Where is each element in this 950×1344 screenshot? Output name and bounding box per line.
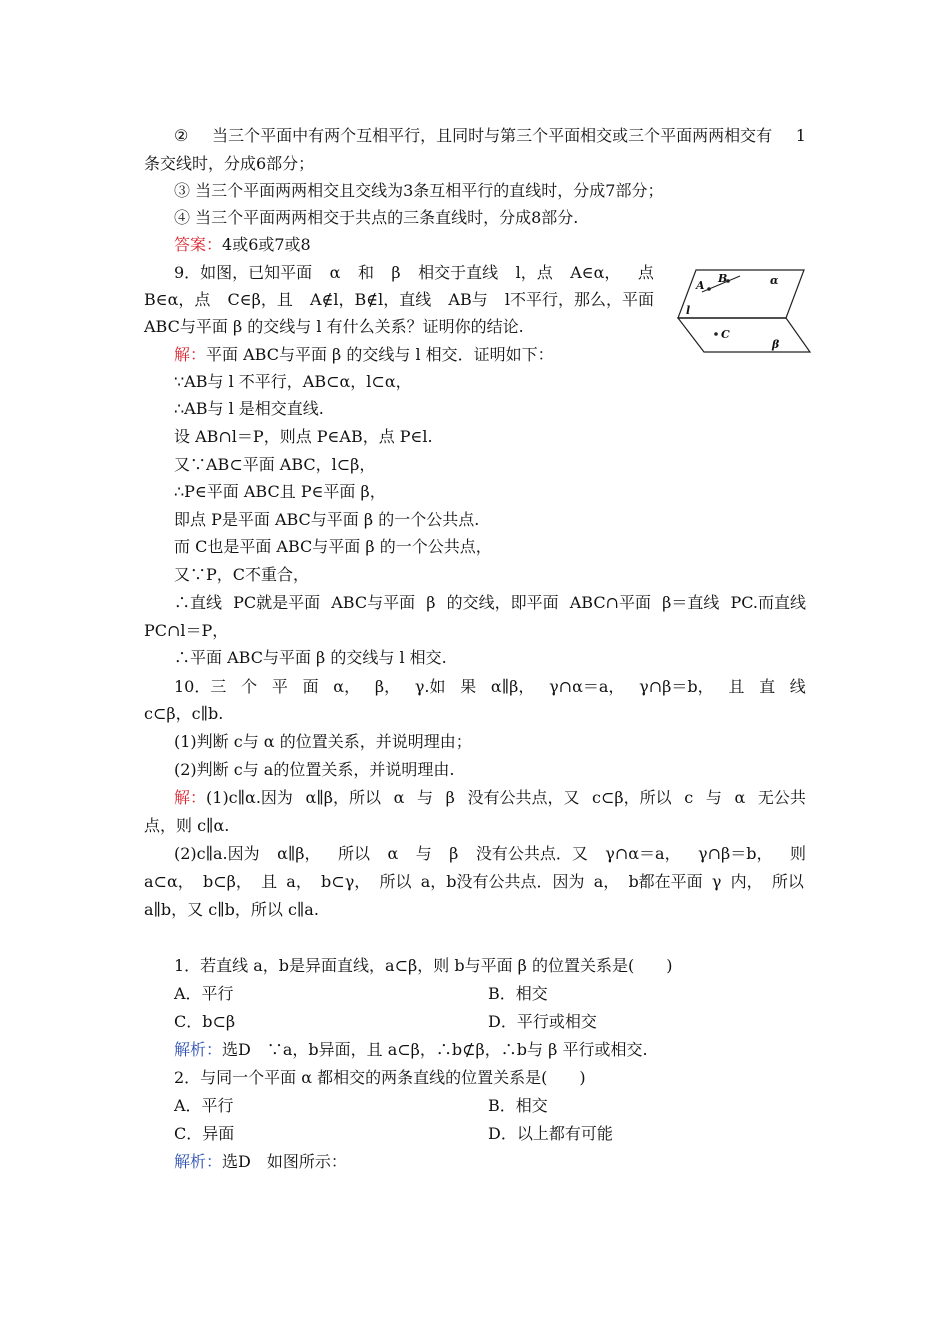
line-case-3: ③ 当三个平面两两相交且交线为3条互相平行的直线时，分成7部分；: [174, 181, 664, 200]
q10-line-1: 10．三 个 平 面 α， β， γ.如 果 α∥β， γ∩α＝a， γ∩β＝b， 且 直 线: [174, 677, 806, 696]
sol9-line-5: 又∵AB⊂平面 ABC，l⊂β，: [174, 455, 376, 474]
sol10-line-2: 点，则 c∥α.: [144, 816, 230, 835]
sol10-line-5: a∥b，又 c∥b，所以 c∥a.: [144, 900, 319, 919]
sol9-line-1: 解：平面 ABC与平面 β 的交线与 l 相交．证明如下：: [174, 345, 554, 364]
line-case-2: ② 当三个平面中有两个互相平行，且同时与第三个平面相交或三个平面两两相交有 1: [174, 126, 806, 145]
exercise-1-option-b: B．相交: [488, 984, 548, 1003]
sol9-line-4: 设 AB∩l＝P，则点 P∈AB，点 P∈l.: [174, 427, 433, 446]
plane-beta: [678, 318, 810, 352]
line-case-4: ④ 当三个平面两两相交于共点的三条直线时，分成8部分.: [174, 208, 579, 227]
q9-line-3: ABC与平面 β 的交线与 l 有什么关系？证明你的结论.: [144, 317, 524, 336]
exercise-1-option-c: C．b⊂β: [174, 1012, 236, 1031]
exercise-2-option-c: C．异面: [174, 1124, 235, 1143]
sol10-line-1: 解： (1)c∥α.因为 α∥β，所以 α 与 β 没有公共点，又 c⊂β，所以 c 与 α 无公共: [174, 788, 806, 807]
label-B: B: [718, 272, 728, 285]
exercise-1-option-a: A．平行: [174, 984, 234, 1003]
exercise-1-stem: 1．若直线 a，b是异面直线，a⊂β，则 b与平面 β 的位置关系是( ): [174, 956, 673, 975]
point-C: [714, 332, 718, 336]
point-A: [707, 287, 711, 291]
solution10-label: 解：: [174, 788, 207, 807]
sol9-line-6: ∴P∈平面 ABC且 P∈平面 β，: [174, 482, 386, 501]
analysis-label: 解析：: [174, 1040, 223, 1059]
sol9-line-2: ∵AB与 l 不平行，AB⊂α，l⊂α，: [174, 372, 412, 391]
label-A: A: [696, 279, 705, 292]
sol9-line-3: ∴AB与 l 是相交直线.: [174, 399, 324, 418]
sol9-line-9: 又∵P，C不重合，: [174, 565, 310, 584]
label-C: C: [721, 328, 730, 341]
q10-line-2: c⊂β，c∥b.: [144, 704, 224, 723]
answer-line: [174, 234, 311, 256]
sol9-line-8: 而 C也是平面 ABC与平面 β 的一个公共点，: [174, 537, 492, 556]
exercise-2-option-d: D．以上都有可能: [488, 1124, 613, 1143]
sol10-line-3: (2)c∥a.因为 α∥β， 所以 α 与 β 没有公共点．又 γ∩α＝a， γ∩β＝b， 则: [174, 844, 806, 863]
q10-part-1: (1)判断 c与 α 的位置关系，并说明理由；: [174, 732, 472, 751]
label-beta: β: [772, 338, 780, 351]
plane-alpha: [678, 270, 804, 318]
sol9-line-7: 即点 P是平面 ABC与平面 β 的一个公共点.: [174, 510, 480, 529]
line-case-2-cont: 条交线时，分成6部分；: [144, 154, 315, 173]
exercise-1-option-d: D．平行或相交: [488, 1012, 597, 1031]
q9-line-2: B∈α，点 C∈β，且 A∉l，B∉l，直线 AB与 l不平行，那么，平面: [144, 290, 654, 309]
exercise-2-option-a: A．平行: [174, 1096, 234, 1115]
analysis-label: 解析：: [174, 1152, 223, 1171]
exercise-2-analysis: 解析：选D 如图所示：: [174, 1152, 347, 1171]
q10-part-2: (2)判断 c与 a的位置关系，并说明理由.: [174, 760, 455, 779]
exercise-2-option-b: B．相交: [488, 1096, 548, 1115]
sol9-line-12: ∴平面 ABC与平面 β 的交线与 l 相交.: [174, 648, 447, 667]
q9-line-1: 9．如图，已知平面 α 和 β 相交于直线 l，点 A∈α， 点: [174, 263, 654, 282]
solution-label: 解：: [174, 345, 207, 364]
exercise-2-stem: 2．与同一个平面 α 都相交的两条直线的位置关系是( ): [174, 1068, 586, 1087]
exercise-1-analysis: 解析：选D ∵a，b异面，且 a⊂β，∴b⊄β，∴b与 β 平行或相交.: [174, 1040, 648, 1059]
sol10-line-4: a⊂α， b⊂β， 且 a， b⊂γ， 所以 a，b没有公共点．因为 a， b都在平面 γ 内， 所以: [144, 872, 804, 891]
answer-label: 答案：: [174, 235, 223, 254]
label-alpha: α: [770, 274, 779, 287]
sol9-line-11: PC∩l＝P，: [144, 621, 229, 640]
answer-text: 4或6或7或8: [222, 235, 311, 254]
sol9-line-10: ∴直线 PC就是平面 ABC与平面 β 的交线，即平面 ABC∩平面 β＝直线 PC.而直线: [174, 593, 806, 612]
label-l: l: [686, 304, 691, 317]
planes-figure: [676, 264, 812, 360]
